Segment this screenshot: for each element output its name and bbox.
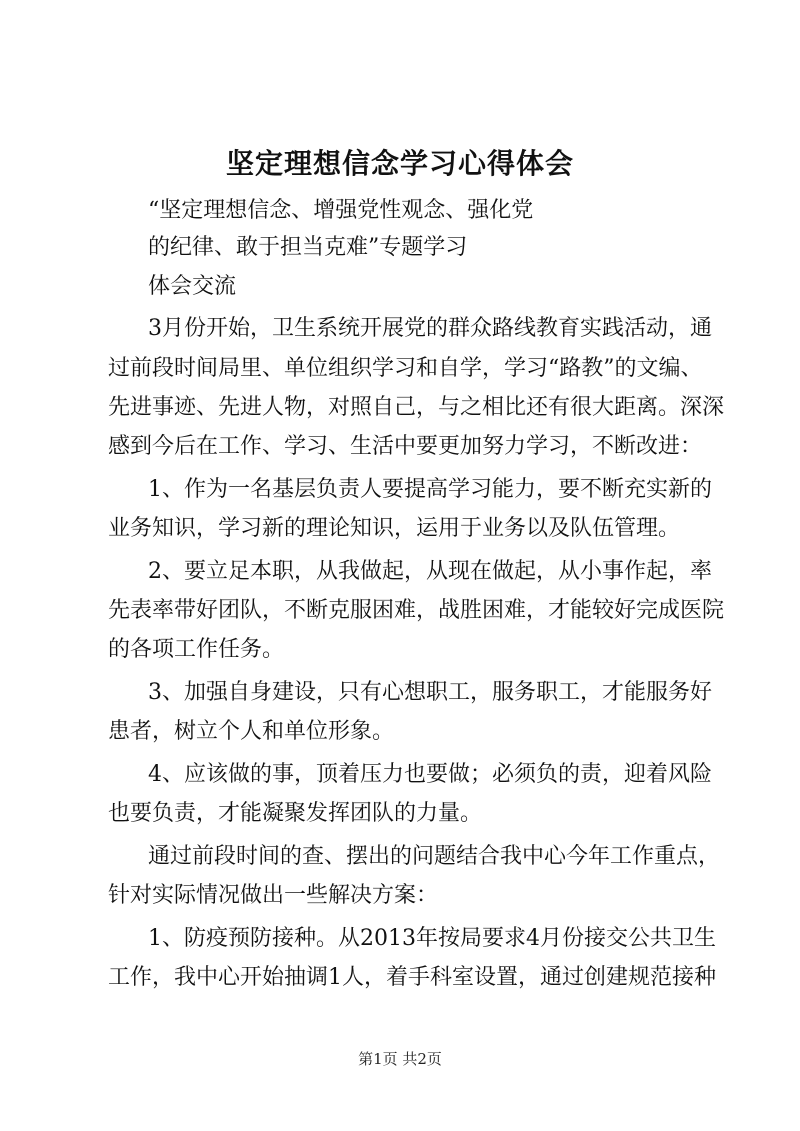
paragraph-line: 3、加强自身建设，只有心想职工，服务职工，才能服务好: [148, 680, 712, 705]
paragraph-line: 通过前段时间的查、摆出的问题结合我中心今年工作重点，: [148, 844, 721, 869]
paragraph-line: 1、防疫预防接种。从2013年按局要求4月份接交公共卫生: [148, 926, 716, 951]
paragraph-line: 1、作为一名基层负责人要提高学习能力，要不断充实新的: [148, 477, 712, 502]
page-footer: 第1页 共2页: [358, 1050, 442, 1068]
paragraph-line: 工作，我中心开始抽调1人，着手科室设置，通过创建规范接种: [108, 965, 716, 990]
paragraph-line: 的各项工作任务。: [108, 637, 285, 662]
paragraph-line: 也要负责，才能凝聚发挥团队的力量。: [108, 801, 483, 826]
paragraph-line: “坚定理想信念、增强党性观念、强化党: [148, 198, 534, 223]
paragraph-line: 体会交流: [148, 274, 237, 299]
document-title: 坚定理想信念学习心得体会: [225, 147, 574, 180]
paragraph-line: 的纪律、敢于担当克难”专题学习: [148, 235, 468, 260]
paragraph-line: 先进事迹、先进人物，对照自己，与之相比还有很大距离。深深: [108, 395, 725, 420]
paragraph-line: 针对实际情况做出一些解决方案：: [108, 883, 439, 908]
paragraph-line: 患者，树立个人和单位形象。: [108, 719, 395, 744]
paragraph-line: 过前段时间局里、单位组织学习和自学，学习“路教”的文编、: [108, 356, 703, 381]
paragraph-line: 4、应该做的事，顶着压力也要做；必须负的责，迎着风险: [148, 762, 712, 787]
paragraph-line: 先表率带好团队，不断克服困难，战胜困难，才能较好完成医院: [108, 598, 725, 623]
paragraph-line: 2、要立足本职，从我做起，从现在做起，从小事作起，率: [148, 559, 712, 584]
paragraph-line: 3月份开始，卫生系统开展党的群众路线教育实践活动，通: [148, 316, 712, 341]
paragraph-line: 业务知识，学习新的理论知识，运用于业务以及队伍管理。: [108, 516, 681, 541]
paragraph-line: 感到今后在工作、学习、生活中要更加努力学习，不断改进：: [108, 434, 703, 459]
